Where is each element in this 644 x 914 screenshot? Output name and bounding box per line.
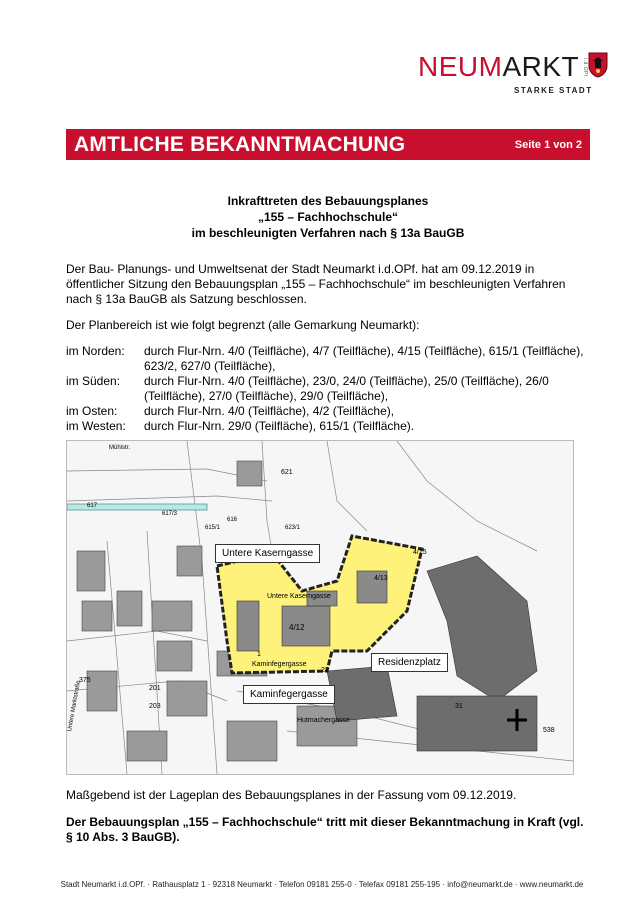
direction-text: durch Flur-Nrn. 4/0 (Teilfläche), 23/0, 24/0 (Teilfläche), 25/0 (Teilfläche), 26/0 (Teilfläche), 27/0 (Teilfläche), 29/0 (Teilfläche),	[144, 374, 549, 403]
label-residenzplatz: Residenzplatz	[371, 653, 448, 672]
parcel-31: 31	[455, 703, 463, 710]
site-plan-map	[66, 440, 574, 775]
parcel-617: 617	[87, 503, 98, 509]
footer-contact: Stadt Neumarkt i.d.OPf. · Rathausplatz 1 · 92318 Neumarkt · Telefon 09181 255-0 · Telefax 09181 255-195 · info@neumarkt.de · www.neumarkt.de	[60, 880, 584, 889]
logo-wordmark: NEUMARKT	[418, 51, 580, 82]
heading-line-1: Inkrafttreten des Bebauungsplanes	[227, 194, 429, 208]
city-crest-icon	[588, 52, 608, 78]
cadastral-map	[67, 441, 573, 774]
street-kaminfegergasse-small: Kaminfegergasse	[252, 661, 307, 668]
boundary-north	[66, 344, 590, 374]
logo-vertical-text: i.d.OPf.	[582, 58, 588, 79]
street-untere-marktstrasse: Untere Marktstraße	[67, 680, 82, 733]
announcement-banner	[66, 129, 590, 160]
parcel-621: 621	[281, 469, 293, 476]
heading-line-2: „155 – Fachhochschule“	[257, 210, 399, 224]
parcel-615-1: 615/1	[205, 525, 221, 531]
parcel-538: 538	[543, 727, 555, 734]
direction-text: durch Flur-Nrn. 4/0 (Teilfläche), 4/7 (Teilfläche), 4/15 (Teilfläche), 615/1 (Teilfläche), 623/2, 627/0 (Teilfläche),	[144, 344, 584, 373]
boundary-east	[66, 404, 590, 419]
boundary-west	[66, 419, 590, 434]
heading-line-3: im beschleunigten Verfahren nach § 13a BauGB	[191, 226, 465, 240]
parcel-1: 1	[257, 651, 261, 658]
direction-text: durch Flur-Nrn. 29/0 (Teilfläche), 615/1 (Teilfläche).	[144, 419, 415, 433]
direction-label: im Süden:	[66, 374, 121, 388]
label-untere-kaserngasse: Untere Kaserngasse	[215, 544, 320, 563]
direction-text: durch Flur-Nrn. 4/0 (Teilfläche), 4/2 (Teilfläche),	[144, 404, 395, 418]
parcel-4-15: 4/15	[413, 549, 427, 556]
parcel-4-13: 4/13	[374, 575, 388, 582]
parcel-203: 203	[149, 703, 161, 710]
reference-paragraph: Maßgebend ist der Lageplan des Bebauungsplanes in der Fassung vom 09.12.2019.	[66, 788, 517, 802]
label-kaminfegergasse: Kaminfegergasse	[243, 685, 335, 704]
street-hutmachergasse: Hutmachergasse	[297, 717, 350, 724]
street-untere-kaserngasse-small: Untere Kaserngasse	[267, 593, 331, 600]
page-indicator: Seite 1 von 2	[514, 139, 582, 151]
neumarkt-logo	[418, 52, 608, 100]
resolution-paragraph: Der Bau- Planungs- und Umweltsenat der Stadt Neumarkt i.d.OPf. hat am 09.12.2019 in öffentlicher Sitzung den Bebauungsplan „155 – Fachhochschule“ im beschleunigten Verfahren nach § 13a BauGB als Satzung beschlossen.	[66, 262, 566, 306]
boundary-south	[66, 374, 590, 404]
banner-title: AMTLICHE BEKANNTMACHUNG	[74, 133, 406, 156]
document-heading	[66, 193, 590, 241]
parcel-22: 22	[321, 667, 329, 674]
parcel-201: 201	[149, 685, 161, 692]
logo-tagline: STARKE STADT	[514, 86, 593, 95]
parcel-375: 375	[79, 677, 91, 684]
direction-label: im Norden:	[66, 344, 125, 358]
parcel-4-12: 4/12	[289, 623, 305, 632]
direction-label: im Osten:	[66, 404, 118, 418]
parcel-623-1: 623/1	[285, 525, 301, 531]
parcel-616: 616	[227, 517, 238, 523]
parcel-617-3: 617/3	[162, 511, 178, 517]
boundary-intro: Der Planbereich ist wie folgt begrenzt (alle Gemarkung Neumarkt):	[66, 318, 420, 332]
boundary-list	[66, 344, 590, 434]
direction-label: im Westen:	[66, 419, 126, 433]
effect-paragraph: Der Bebauungsplan „155 – Fachhochschule“ tritt mit dieser Bekanntmachung in Kraft (vgl. § 10 Abs. 3 BauGB).	[66, 815, 584, 844]
street-muehlstr: Mühlstr.	[109, 445, 131, 451]
